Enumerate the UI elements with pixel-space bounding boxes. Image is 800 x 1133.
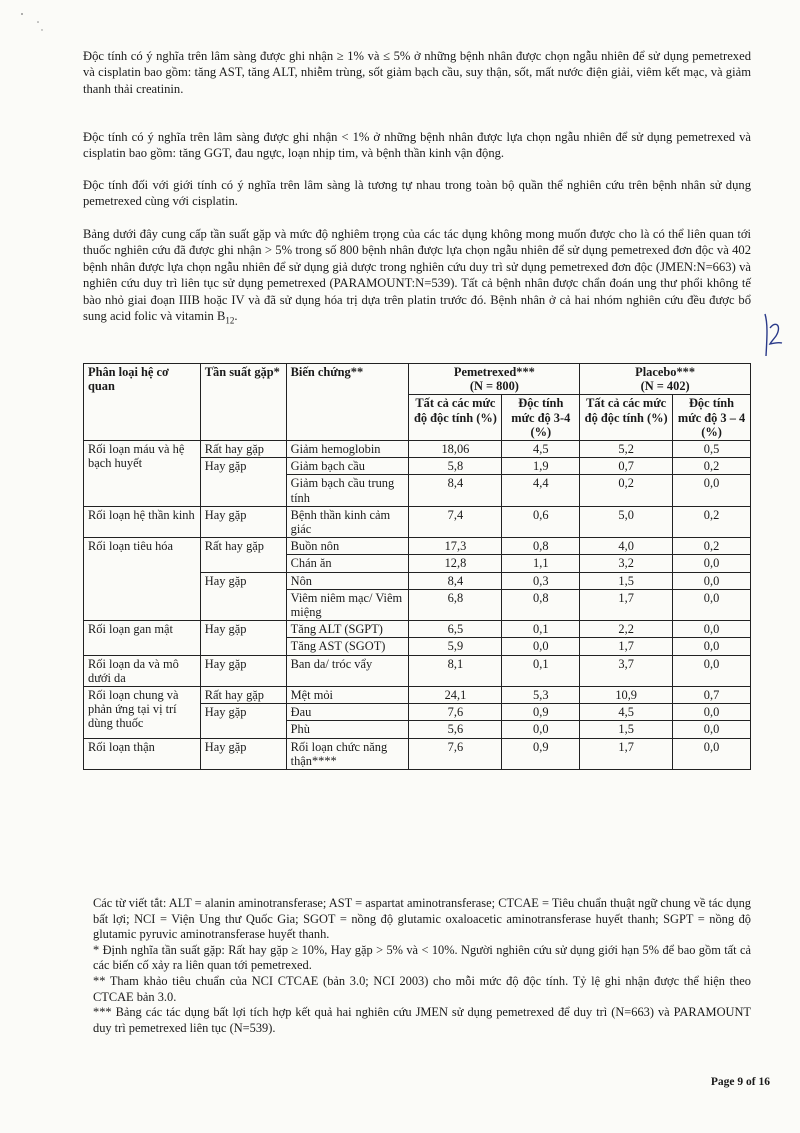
header-event: Biến chứng** bbox=[286, 364, 409, 441]
event-cell: Giảm bạch cầu trung tính bbox=[286, 475, 409, 506]
footnote-ctcae: ** Tham khảo tiêu chuẩn của NCI CTCAE (bản 3.0; NCI 2003) cho mỗi mức độ độc tính. Tỷ lệ ghi nhận được thể hiện theo CTCAE bản 3.0. bbox=[93, 973, 751, 1004]
value-cell: 4,0 bbox=[580, 538, 673, 555]
value-cell: 8,4 bbox=[409, 572, 502, 589]
event-cell: Chán ăn bbox=[286, 555, 409, 572]
adverse-events-table bbox=[83, 363, 751, 770]
organ-cell: Rối loạn chung và phản ứng tại vị trí dùng thuốc bbox=[84, 687, 201, 739]
value-cell: 1,5 bbox=[580, 721, 673, 738]
table-footnotes bbox=[93, 896, 751, 1036]
frequency-cell: Rất hay gặp bbox=[200, 441, 286, 458]
value-cell: 0,7 bbox=[580, 458, 673, 475]
value-cell: 5,0 bbox=[580, 506, 673, 537]
value-cell: 7,6 bbox=[409, 738, 502, 769]
value-cell: 1,1 bbox=[502, 555, 580, 572]
value-cell: 0,0 bbox=[673, 589, 751, 620]
frequency-cell: Hay gặp bbox=[200, 621, 286, 655]
value-cell: 0,0 bbox=[673, 738, 751, 769]
value-cell: 5,6 bbox=[409, 721, 502, 738]
value-cell: 7,4 bbox=[409, 506, 502, 537]
header-frequency: Tần suất gặp* bbox=[200, 364, 286, 441]
organ-cell: Rối loạn máu và hệ bạch huyết bbox=[84, 441, 201, 507]
value-cell: 5,3 bbox=[502, 687, 580, 704]
value-cell: 0,7 bbox=[673, 687, 751, 704]
event-cell: Rối loạn chức năng thận**** bbox=[286, 738, 409, 769]
value-cell: 5,2 bbox=[580, 441, 673, 458]
frequency-cell: Hay gặp bbox=[200, 704, 286, 738]
value-cell: 0,5 bbox=[673, 441, 751, 458]
value-cell: 1,7 bbox=[580, 738, 673, 769]
paragraph-toxicity-1-5: Độc tính có ý nghĩa trên lâm sàng được ghi nhận ≥ 1% và ≤ 5% ở những bệnh nhân được chọn ngẫu nhiên để sử dụng pemetrexed và cisplatin bao gồm: tăng AST, tăng ALT, nhiễm trùng, sốt giảm bạch cầu, suy thận, sốt, mất nước điện giải, viêm kết mạc, và giảm thanh thải creatinin. bbox=[83, 49, 751, 96]
organ-cell: Rối loạn tiêu hóa bbox=[84, 538, 201, 621]
table-row bbox=[84, 738, 751, 769]
frequency-cell: Rất hay gặp bbox=[200, 538, 286, 572]
value-cell: 7,6 bbox=[409, 704, 502, 721]
event-cell: Ban da/ tróc vẩy bbox=[286, 655, 409, 686]
header-pem-all-grades: Tất cả các mức độ độc tính (%) bbox=[409, 395, 502, 441]
footnote-frequency: * Định nghĩa tần suất gặp: Rất hay gặp ≥ 10%, Hay gặp > 5% và < 10%. Người nghiên cứu sử dụng giới hạn 5% để bao gồm tất cả các biến cố xảy ra liên quan tới pemetrexed. bbox=[93, 942, 751, 973]
value-cell: 6,8 bbox=[409, 589, 502, 620]
value-cell: 3,2 bbox=[580, 555, 673, 572]
value-cell: 0,0 bbox=[673, 555, 751, 572]
value-cell: 17,3 bbox=[409, 538, 502, 555]
header-placebo-grade-3-4: Độc tính mức độ 3 – 4 (%) bbox=[673, 395, 751, 441]
value-cell: 0,0 bbox=[502, 721, 580, 738]
value-cell: 0,1 bbox=[502, 621, 580, 638]
value-cell: 8,4 bbox=[409, 475, 502, 506]
value-cell: 0,2 bbox=[673, 458, 751, 475]
value-cell: 1,5 bbox=[580, 572, 673, 589]
footnote-studies: *** Bảng các tác dụng bất lợi tích hợp kết quả hai nghiên cứu JMEN sử dụng pemetrexed để duy trì (N=663) và PARAMOUNT duy trì pemetrexed liên tục (N=539). bbox=[93, 1005, 751, 1035]
value-cell: 0,0 bbox=[502, 638, 580, 655]
paragraph-gender-toxicity: Độc tính đối với giới tính có ý nghĩa trên lâm sàng là tương tự nhau trong toàn bộ quần thể nghiên cứu trên bệnh nhân sử dụng pemetrexed cùng với cisplatin. bbox=[83, 178, 751, 209]
event-cell: Buồn nôn bbox=[286, 538, 409, 555]
event-cell: Giảm bạch cầu bbox=[286, 458, 409, 475]
value-cell: 2,2 bbox=[580, 621, 673, 638]
value-cell: 3,7 bbox=[580, 655, 673, 686]
handwritten-page-mark bbox=[762, 312, 784, 358]
value-cell: 4,5 bbox=[502, 441, 580, 458]
event-cell: Tăng AST (SGOT) bbox=[286, 638, 409, 655]
organ-cell: Rối loạn gan mật bbox=[84, 621, 201, 655]
value-cell: 8,1 bbox=[409, 655, 502, 686]
frequency-cell: Hay gặp bbox=[200, 738, 286, 769]
value-cell: 5,9 bbox=[409, 638, 502, 655]
value-cell: 6,5 bbox=[409, 621, 502, 638]
value-cell: 0,0 bbox=[673, 704, 751, 721]
event-cell: Viêm niêm mạc/ Viêm miệng bbox=[286, 589, 409, 620]
table-header-row bbox=[84, 364, 751, 395]
value-cell: 0,2 bbox=[673, 538, 751, 555]
value-cell: 1,9 bbox=[502, 458, 580, 475]
value-cell: 0,8 bbox=[502, 538, 580, 555]
value-cell: 0,9 bbox=[502, 704, 580, 721]
organ-cell: Rối loạn hệ thần kinh bbox=[84, 506, 201, 537]
value-cell: 24,1 bbox=[409, 687, 502, 704]
header-placebo-all-grades: Tất cả các mức độ độc tính (%) bbox=[580, 395, 673, 441]
value-cell: 18,06 bbox=[409, 441, 502, 458]
value-cell: 0,0 bbox=[673, 621, 751, 638]
value-cell: 12,8 bbox=[409, 555, 502, 572]
footnote-abbreviations: Các từ viết tắt: ALT = alanin aminotransferase; AST = aspartat aminotransferase; CTCAE = Tiêu chuẩn thuật ngữ chung về tác dụng bất lợi; NCI = Viện Ung thư Quốc Gia; SGOT = nồng độ glutamic oxaloacetic aminotransferase huyết thanh; SGPT = nồng độ glutamic pyruvic aminotransferase huyết thanh. bbox=[93, 896, 751, 942]
table-row bbox=[84, 687, 751, 704]
value-cell: 1,7 bbox=[580, 638, 673, 655]
table-row bbox=[84, 538, 751, 555]
frequency-cell: Hay gặp bbox=[200, 572, 286, 621]
event-cell: Nôn bbox=[286, 572, 409, 589]
table-row bbox=[84, 506, 751, 537]
event-cell: Giảm hemoglobin bbox=[286, 441, 409, 458]
value-cell: 0,8 bbox=[502, 589, 580, 620]
value-cell: 1,7 bbox=[580, 589, 673, 620]
event-cell: Phù bbox=[286, 721, 409, 738]
page-number: Page 9 of 16 bbox=[710, 1076, 770, 1088]
value-cell: 5,8 bbox=[409, 458, 502, 475]
header-placebo: Placebo*** (N = 402) bbox=[580, 364, 751, 395]
value-cell: 4,4 bbox=[502, 475, 580, 506]
header-organ-class: Phân loại hệ cơ quan bbox=[84, 364, 201, 441]
paragraph-toxicity-under-1: Độc tính có ý nghĩa trên lâm sàng được ghi nhận < 1% ở những bệnh nhân được lựa chọn ngẫu nhiên để sử dụng pemetrexed và cisplatin bao gồm: tăng GGT, đau ngực, loạn nhịp tim, và bệnh thần kinh vận động. bbox=[83, 130, 751, 161]
event-cell: Đau bbox=[286, 704, 409, 721]
table-row bbox=[84, 441, 751, 458]
event-cell: Mệt mỏi bbox=[286, 687, 409, 704]
table-row bbox=[84, 655, 751, 686]
value-cell: 0,0 bbox=[673, 721, 751, 738]
value-cell: 0,6 bbox=[502, 506, 580, 537]
event-cell: Bệnh thần kinh cảm giác bbox=[286, 506, 409, 537]
organ-cell: Rối loạn thận bbox=[84, 738, 201, 769]
frequency-cell: Rất hay gặp bbox=[200, 687, 286, 704]
value-cell: 0,0 bbox=[673, 638, 751, 655]
organ-cell: Rối loạn da và mô dưới da bbox=[84, 655, 201, 686]
value-cell: 4,5 bbox=[580, 704, 673, 721]
table-row bbox=[84, 621, 751, 638]
value-cell: 0,9 bbox=[502, 738, 580, 769]
scan-speck-marks bbox=[8, 8, 48, 38]
event-cell: Tăng ALT (SGPT) bbox=[286, 621, 409, 638]
value-cell: 0,3 bbox=[502, 572, 580, 589]
value-cell: 0,0 bbox=[673, 655, 751, 686]
frequency-cell: Hay gặp bbox=[200, 655, 286, 686]
value-cell: 0,0 bbox=[673, 572, 751, 589]
frequency-cell: Hay gặp bbox=[200, 506, 286, 537]
value-cell: 0,1 bbox=[502, 655, 580, 686]
value-cell: 0,2 bbox=[580, 475, 673, 506]
header-pem-grade-3-4: Độc tính mức độ 3-4 (%) bbox=[502, 395, 580, 441]
header-pemetrexed: Pemetrexed*** (N = 800) bbox=[409, 364, 580, 395]
value-cell: 10,9 bbox=[580, 687, 673, 704]
frequency-cell: Hay gặp bbox=[200, 458, 286, 507]
value-cell: 0,0 bbox=[673, 475, 751, 506]
value-cell: 0,2 bbox=[673, 506, 751, 537]
paragraph-table-intro: Bảng dưới đây cung cấp tần suất gặp và mức độ nghiêm trọng của các tác dụng không mong muốn được cho là có thể liên quan tới thuốc nghiên cứu đã được ghi nhận > 5% trong số 800 bệnh nhân được lựa chọn ngẫu nhiên để sử dụng pemetrexed đơn độc và 402 bệnh nhân được lựa chọn ngẫu nhiên để sử dụng giả dược trong nghiên cứu duy trì sử dụng pemetrexed đơn độc (JMEN:N=663) và nghiên cứu duy trì liên tục sử dụng pemetrexed (PARAMOUNT:N=539). Tất cả bệnh nhân được chẩn đoán ung thư phổi không tế bào nhỏ giai đoạn IIIB hoặc IV và đã sử dụng hóa trị dựa trên platin trước đó. Bệnh nhân ở cả hai nhóm nghiên cứu đều được bổ sung acid folic và vitamin $B_{12}$. bbox=[83, 227, 751, 326]
